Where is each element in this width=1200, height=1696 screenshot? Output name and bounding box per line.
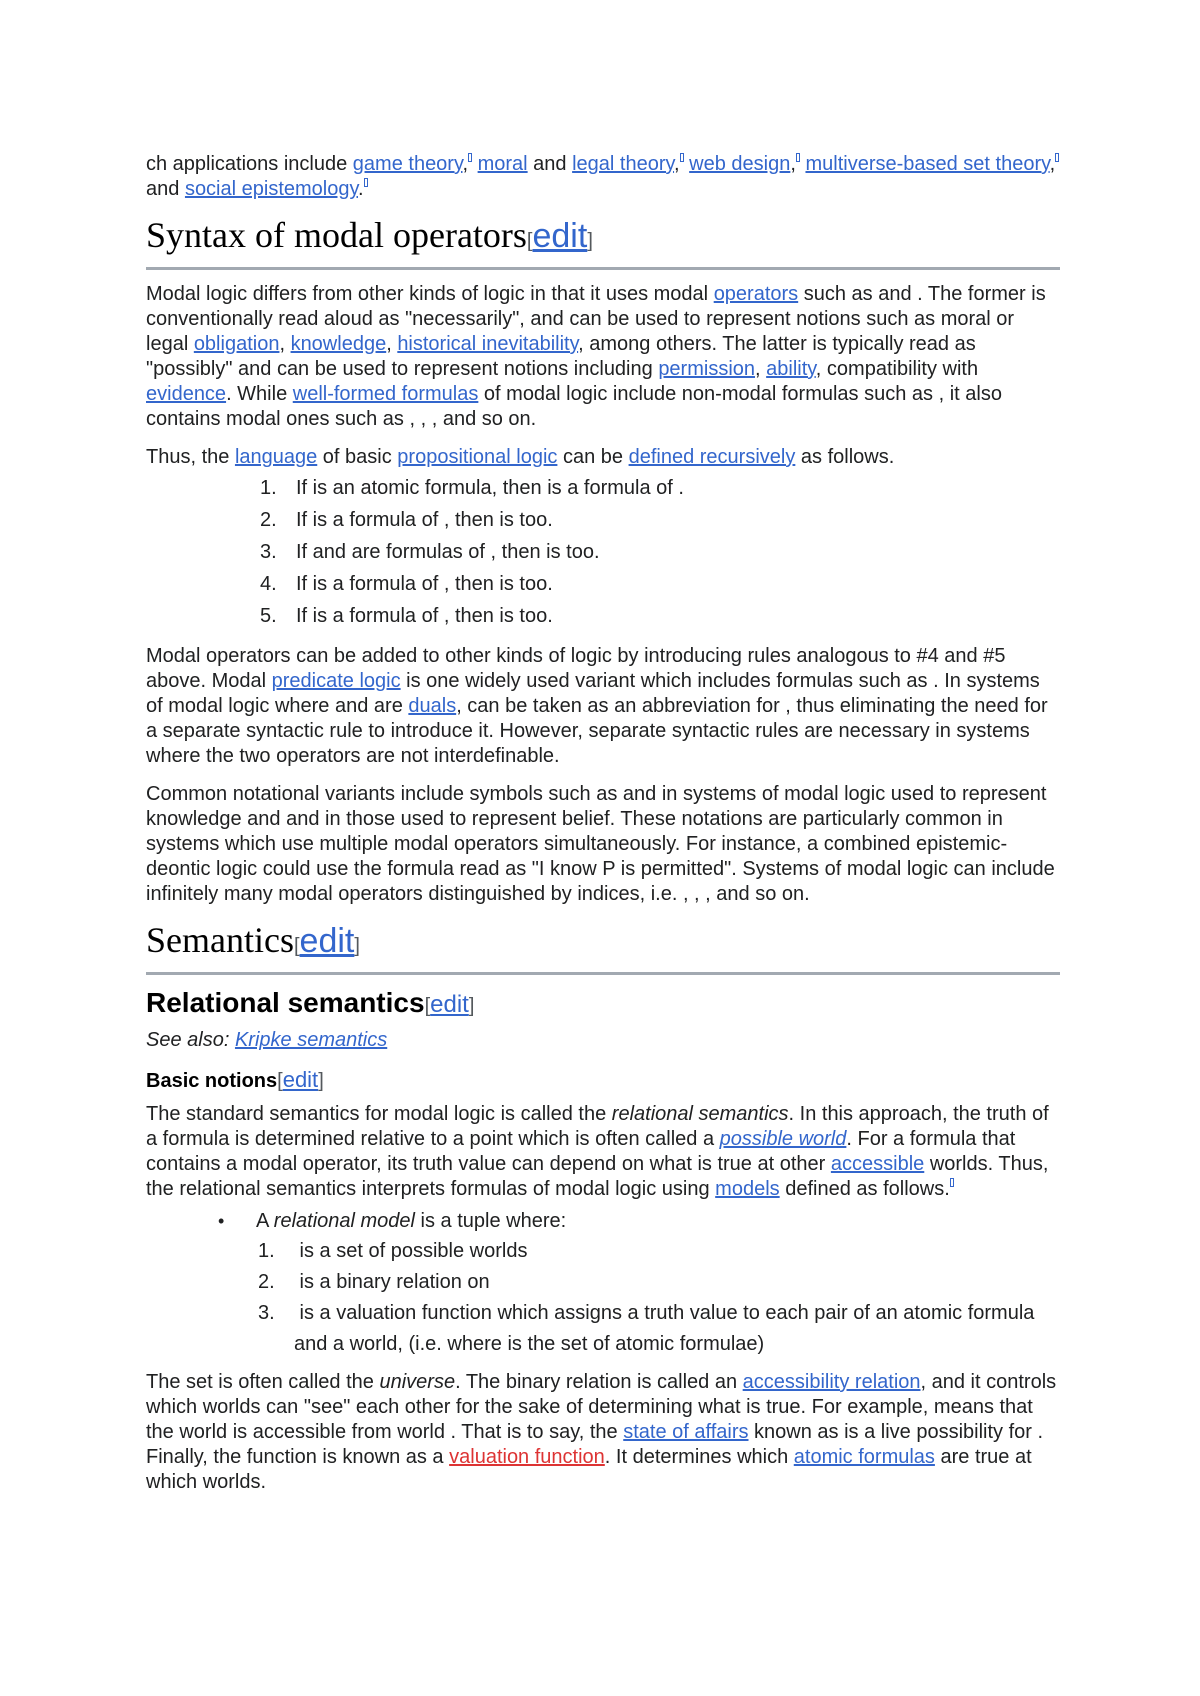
bracket: [ [277, 1070, 283, 1092]
list-item [258, 1298, 1060, 1360]
edit-section [293, 922, 360, 960]
see-also-hatnote [146, 1028, 1060, 1053]
link-legal-theory[interactable]: legal theory [572, 153, 675, 175]
text: of modal logic include non-modal formulas such as , it also contains modal ones such as , , , and so on. [146, 383, 1002, 430]
article-body [146, 152, 1060, 1508]
basic-paragraph-1 [146, 1102, 1060, 1202]
edit-link-relational-semantics[interactable]: edit [430, 991, 469, 1018]
list-text: If and are formulas of , then is too. [296, 541, 600, 563]
text: known as is a live possibility for . Finally, the function is known as a [146, 1421, 1044, 1468]
citation-box-icon[interactable] [950, 1179, 954, 1189]
text: of basic [317, 446, 398, 468]
text: . While [226, 383, 293, 405]
link-possible-world[interactable]: possible world [719, 1128, 847, 1150]
italic-term: universe [379, 1371, 456, 1393]
bracket: ] [318, 1070, 324, 1092]
list-number: 2. [260, 509, 277, 531]
text: defined as follows. [779, 1178, 950, 1200]
list-item [218, 1206, 1060, 1360]
list-item [260, 568, 1060, 600]
bracket: [ [526, 230, 533, 252]
link-multiverse-set-theory[interactable]: multiverse-based set theory [805, 153, 1050, 175]
link-predicate-logic[interactable]: predicate logic [271, 670, 401, 692]
heading-basic-notions [146, 1067, 1060, 1094]
list-text: is a valuation function which assigns a truth value to each pair of an atomic formula and a world, (i.e. where is the set of atomic formulae) [294, 1302, 1035, 1355]
text: Thus, the [146, 446, 235, 468]
bracket: ] [468, 995, 475, 1017]
text: , [674, 153, 680, 175]
link-historical-inevitability[interactable]: historical inevitability [397, 333, 579, 355]
list-number: 3. [260, 541, 277, 563]
text: . The binary relation is called an [455, 1371, 743, 1393]
text: See also: [146, 1029, 235, 1051]
text: . In this approach, the truth of a formula is determined relative to a point which is often called a [146, 1103, 1049, 1150]
link-ability[interactable]: ability [766, 358, 816, 380]
list-item [260, 536, 1060, 568]
text: is a tuple where: [415, 1210, 567, 1232]
edit-link-semantics[interactable]: edit [299, 922, 355, 960]
link-valuation-function[interactable]: valuation function [449, 1446, 605, 1468]
text: , [462, 153, 469, 175]
edit-section [424, 991, 475, 1018]
bullet-icon: • [218, 1211, 225, 1231]
citation-box-icon[interactable] [364, 179, 368, 189]
list-text: is a binary relation on [294, 1271, 490, 1293]
citation-box-icon[interactable] [796, 154, 800, 164]
list-number: 1. [258, 1240, 275, 1262]
text: and [146, 178, 185, 200]
heading-text: Semantics [146, 920, 294, 960]
text: are true at which worlds. [146, 1446, 1032, 1493]
link-state-of-affairs[interactable]: state of affairs [623, 1421, 749, 1443]
edit-section [526, 217, 593, 255]
syntax-paragraph-4: Common notational variants include symbols such as and in systems of modal logic used to represent knowledge and and in those used to represent belief. These notations are particularly common in systems which use multiple modal operators simultaneously. For instance, a combined epistemic-deontic logic could use the formula read as "I know P is permitted". Systems of modal logic can include infinitely many modal operators distinguished by indices, i.e. , , , and so on. [146, 783, 1055, 905]
text: The set is often called the [146, 1371, 380, 1393]
list-item [258, 1236, 1060, 1267]
link-operators[interactable]: operators [713, 283, 799, 305]
text: can be [557, 446, 629, 468]
text: , and it controls which worlds can "see" each other for the sake of determining what is true. For example, means that the world is accessible from world . That is to say, the [146, 1371, 1057, 1443]
text: and [527, 153, 573, 175]
link-well-formed-formulas[interactable]: well-formed formulas [292, 383, 479, 405]
link-moral[interactable]: moral [477, 153, 528, 175]
italic-term: relational semantics [611, 1103, 789, 1125]
bracket: [ [424, 995, 431, 1017]
link-accessibility-relation[interactable]: accessibility relation [742, 1371, 921, 1393]
text: . [357, 178, 364, 200]
syntax-paragraph-1 [146, 282, 1060, 432]
link-social-epistemology[interactable]: social epistemology [184, 178, 358, 200]
text: A [256, 1210, 274, 1232]
relational-model-list [146, 1206, 1060, 1360]
link-web-design[interactable]: web design [689, 153, 791, 175]
text: , can be taken as an abbreviation for , thus eliminating the need for a separate syntactic rule to introduce it. However, separate syntactic rules are necessary in systems where the two operators are not interdefinable. [146, 695, 1048, 767]
link-propositional-logic[interactable]: propositional logic [397, 446, 558, 468]
link-game-theory[interactable]: game theory [352, 153, 463, 175]
link-language[interactable]: language [234, 446, 318, 468]
bracket: ] [354, 935, 360, 957]
list-item [260, 472, 1060, 504]
list-number: 5. [260, 605, 277, 627]
list-number: 1. [260, 477, 277, 499]
citation-box-icon[interactable] [680, 154, 684, 164]
list-text: is a set of possible worlds [294, 1240, 528, 1262]
text: . It determines which [604, 1446, 794, 1468]
bracket: ] [587, 230, 593, 252]
list-number: 3. [258, 1302, 275, 1324]
model-parts-list [146, 1236, 1060, 1360]
link-obligation[interactable]: obligation [193, 333, 280, 355]
heading-text: Relational semantics [146, 987, 425, 1018]
heading-syntax [146, 215, 1060, 270]
text: worlds. Thus, the relational semantics interprets formulas of modal logic using [146, 1153, 1049, 1200]
link-models[interactable]: models [715, 1178, 780, 1200]
syntax-paragraph-2 [146, 445, 1060, 470]
citation-box-icon[interactable] [1055, 154, 1059, 164]
text: ch applications include [146, 153, 353, 175]
list-item [260, 600, 1060, 632]
list-text: If is a formula of , then is too. [296, 573, 553, 595]
link-permission[interactable]: permission [658, 358, 756, 380]
link-accessible[interactable]: accessible [830, 1153, 925, 1175]
text: , [279, 333, 291, 355]
heading-relational-semantics [146, 987, 1060, 1022]
text: such as and . The former is conventionally read aloud as "necessarily", and can be used to represent notions such as moral or legal [146, 283, 1046, 355]
text: , [1049, 153, 1056, 175]
list-text: If is a formula of , then is too. [296, 605, 553, 627]
list-text: If is an atomic formula, then is a formula of . [296, 477, 684, 499]
heading-text: Syntax of modal operators [146, 215, 527, 255]
heading-semantics [146, 920, 1060, 975]
edit-section [277, 1067, 324, 1092]
list-text: If is a formula of , then is too. [296, 509, 553, 531]
link-atomic-formulas[interactable]: atomic formulas [793, 1446, 935, 1468]
text: Modal operators can be added to other kinds of logic by introducing rules analogous to #4 and #5 above. Modal [146, 645, 1006, 692]
text: The standard semantics for modal logic is called the [146, 1103, 612, 1125]
text: , compatibility with [815, 358, 979, 380]
syntax-paragraph-3 [146, 644, 1060, 769]
italic-term: relational model [273, 1210, 415, 1232]
list-item [260, 504, 1060, 536]
list-number: 2. [258, 1271, 275, 1293]
link-knowledge[interactable]: knowledge [290, 333, 387, 355]
formula-rules-list [146, 472, 1060, 632]
text: as follows. [795, 446, 895, 468]
text: is one widely used variant which includes formulas such as . In systems of modal logic where and are [146, 670, 1040, 717]
intro-paragraph [146, 152, 1060, 202]
list-number: 4. [260, 573, 277, 595]
text: Modal logic differs from other kinds of logic in that it uses modal [146, 283, 714, 305]
link-kripke-semantics[interactable]: Kripke semantics [234, 1029, 388, 1051]
text: , among others. The latter is typically read as "possibly" and can be used to represent notions including [146, 333, 976, 380]
text: , [755, 358, 767, 380]
text: . For a formula that contains a modal operator, its truth value can depend on what is true at other [146, 1128, 1016, 1175]
basic-paragraph-2 [146, 1370, 1060, 1495]
edit-link-syntax[interactable]: edit [532, 217, 588, 255]
link-duals[interactable]: duals [408, 695, 457, 717]
text: , [790, 153, 796, 175]
list-item [258, 1267, 1060, 1298]
edit-link-basic-notions[interactable]: edit [282, 1067, 319, 1092]
link-evidence[interactable]: evidence [146, 383, 227, 405]
bracket: [ [293, 935, 300, 957]
heading-text: Basic notions [146, 1070, 278, 1092]
link-defined-recursively[interactable]: defined recursively [628, 446, 796, 468]
text: , [386, 333, 398, 355]
